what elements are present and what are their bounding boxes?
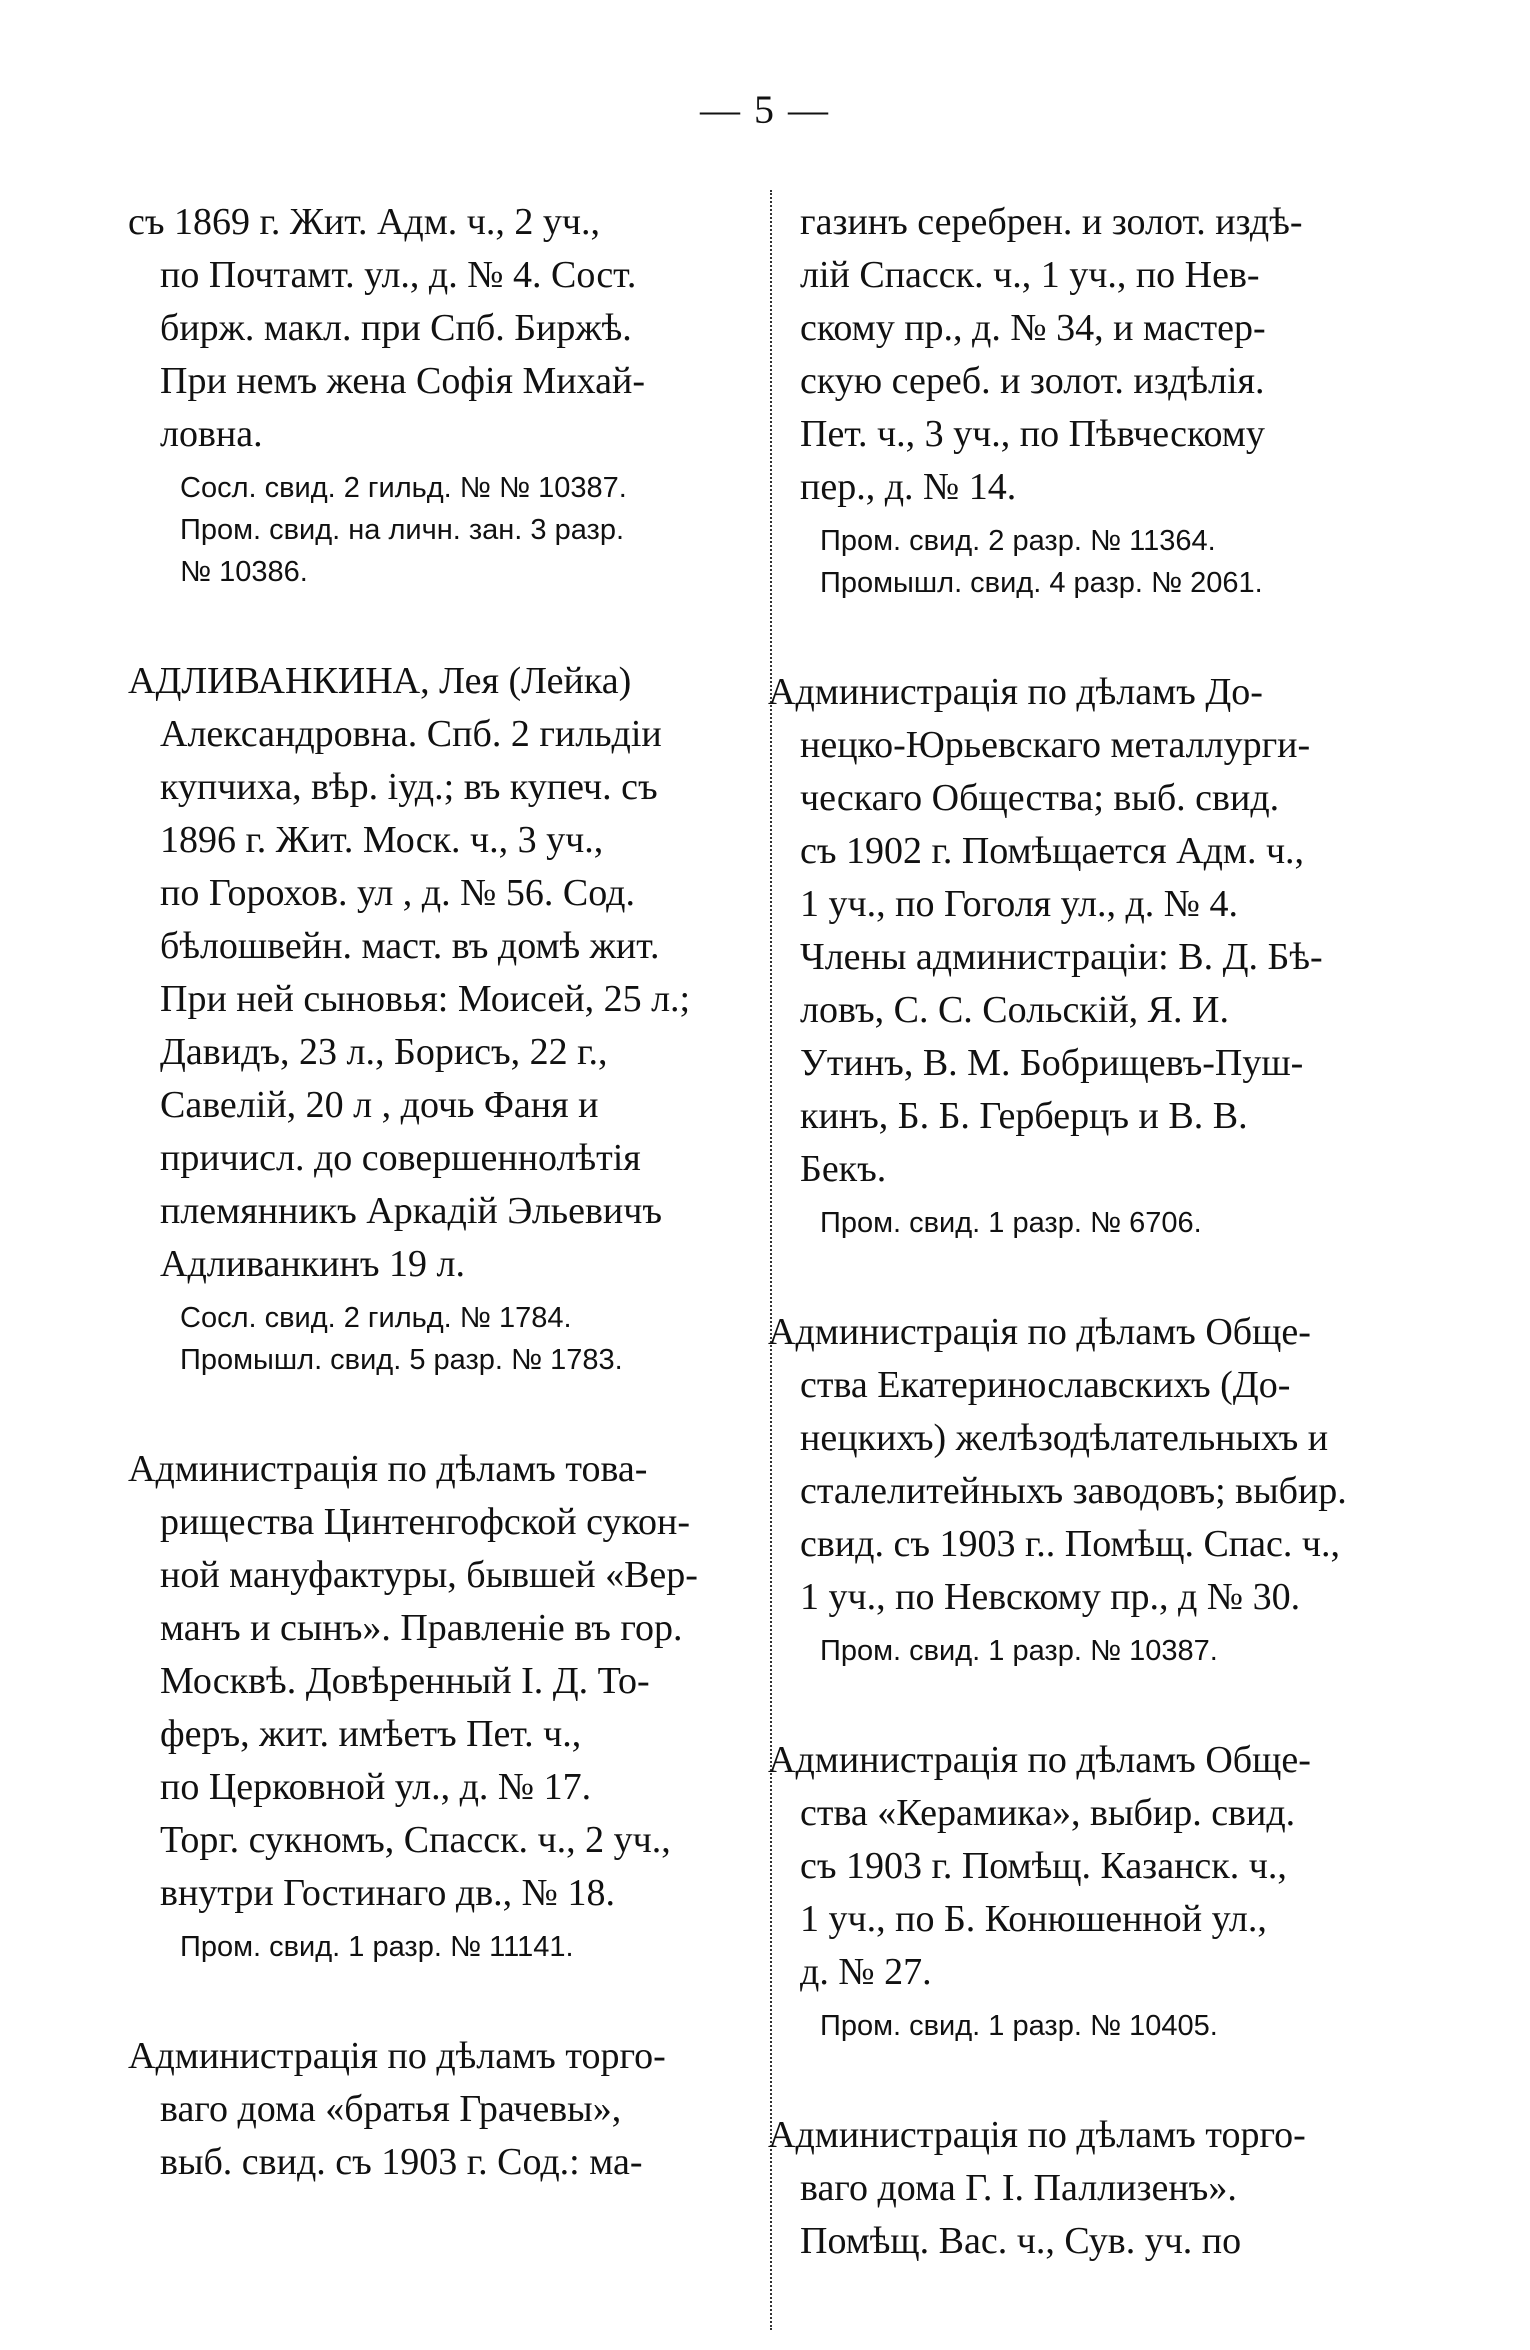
entry-text-line: феръ, жит. имѣетъ Пет. ч., (160, 1713, 582, 1755)
entry-text-line: ваго дома «братья Грачевы», (160, 2088, 622, 2130)
entry-text-line: Савелій, 20 л , дочь Фаня и (160, 1084, 599, 1126)
entry-text-line: нецко-Юрьевскаго металлурги- (800, 724, 1311, 766)
entry-text-line: ловна. (160, 413, 263, 455)
column-divider (770, 190, 772, 2330)
entry-text-line: Пет. ч., 3 уч., по Пѣвческому (800, 413, 1265, 455)
entry-text-line: Помѣщ. Вас. ч., Сув. уч. по (800, 2220, 1242, 2262)
directory-entry (128, 1443, 760, 1968)
entry-text-line: Александровна. Спб. 2 гильдіи (160, 713, 662, 755)
entry-text-line: Торг. сукномъ, Спасск. ч., 2 уч., (160, 1819, 671, 1861)
entry-text-line: по Горохов. ул , д. № 56. Сод. (160, 872, 635, 914)
entry-text-line: Администрація по дѣламъ До- (768, 671, 1263, 713)
entry-certificate-line: Пром. свид. 1 разр. № 10405. (820, 2010, 1218, 2042)
entry-text-line: Москвѣ. Довѣренный І. Д. То- (160, 1660, 650, 1702)
entry-text-line: Администрація по дѣламъ торго- (768, 2114, 1306, 2156)
entry-text-line: лій Спасск. ч., 1 уч., по Нев- (800, 254, 1260, 296)
entry-text-line: д. № 27. (800, 1951, 932, 1993)
entry-text-line: ства Екатеринославскихъ (До- (800, 1364, 1291, 1406)
entry-text-line: нецкихъ) желѣзодѣлательныхъ и (800, 1417, 1329, 1459)
entry-certificate-line: Промышл. свид. 4 разр. № 2061. (820, 567, 1263, 599)
entry-certificate-line: Пром. свид. 1 разр. № 10387. (820, 1635, 1218, 1667)
directory-entry (800, 196, 1420, 604)
entry-certificate-line: Сосл. свид. 2 гильд. № 1784. (180, 1302, 572, 1334)
entry-text-line: Давидъ, 23 л., Борисъ, 22 г., (160, 1031, 608, 1073)
entry-text-line: Администрація по дѣламъ това- (128, 1448, 648, 1490)
entry-text-line: манъ и сынъ». Правленіе въ гор. (160, 1607, 683, 1649)
entry-text-line: ваго дома Г. І. Паллизенъ». (800, 2167, 1237, 2209)
directory-entry (128, 655, 760, 1381)
entry-text-line: купчиха, вѣр. іуд.; въ купеч. съ (160, 766, 658, 808)
entry-text-line: съ 1902 г. Помѣщается Адм. ч., (800, 830, 1305, 872)
entry-text-line: скому пр., д. № 34, и мастер- (800, 307, 1266, 349)
entry-text-line: по Почтамт. ул., д. № 4. Сост. (160, 254, 637, 296)
directory-entry (768, 666, 1420, 1244)
entry-certificate-line: Пром. свид. 1 разр. № 6706. (820, 1207, 1202, 1239)
entry-text-line: Утинъ, В. М. Бобрищевъ-Пуш- (800, 1042, 1304, 1084)
entry-text-line: ства «Керамика», выбир. свид. (800, 1792, 1296, 1834)
entry-text-line: пер., д. № 14. (800, 466, 1017, 508)
entry-text-line: Администрація по дѣламъ Обще- (768, 1739, 1311, 1781)
entry-text-line: бирж. макл. при Спб. Биржѣ. (160, 307, 632, 349)
entry-text-line: племянникъ Аркадій Эльевичъ (160, 1190, 663, 1232)
entry-text-line: внутри Гостинаго дв., № 18. (160, 1872, 615, 1914)
entry-certificate-line: Пром. свид. на личн. зан. 3 разр. (180, 514, 625, 546)
entry-text-line: рищества Цинтенгофской сукон- (160, 1501, 690, 1543)
entry-certificate-line: Пром. свид. 2 разр. № 11364. (820, 525, 1216, 557)
entry-text-line: АДЛИВАНКИНА, Лея (Лейка) (128, 660, 632, 702)
directory-entry (128, 2030, 760, 2189)
directory-entry (768, 2109, 1420, 2268)
entry-text-line: Члены администраціи: В. Д. Бѣ- (800, 936, 1323, 978)
entry-text-line: 1 уч., по Б. Конюшенной ул., (800, 1898, 1267, 1940)
directory-entry (128, 196, 760, 593)
directory-entry (768, 1306, 1420, 1672)
entry-text-line: 1896 г. Жит. Моск. ч., 3 уч., (160, 819, 604, 861)
entry-certificate-line: Пром. свид. 1 разр. № 11141. (180, 1931, 574, 1963)
entry-text-line: газинъ серебрен. и золот. издѣ- (800, 201, 1303, 243)
entry-text-line: сталелитейныхъ заводовъ; выбир. (800, 1470, 1347, 1512)
right-column (768, 196, 1420, 2330)
entry-text-line: съ 1903 г. Помѣщ. Казанск. ч., (800, 1845, 1287, 1887)
entry-text-line: скую сереб. и золот. издѣлія. (800, 360, 1265, 402)
entry-text-line: ной мануфактуры, бывшей «Вер- (160, 1554, 698, 1596)
entry-text-line: При ней сыновья: Моисей, 25 л.; (160, 978, 691, 1020)
left-column (128, 196, 760, 2251)
entry-text-line: причисл. до совершеннолѣтія (160, 1137, 641, 1179)
entry-text-line: 1 уч., по Невскому пр., д № 30. (800, 1576, 1301, 1618)
entry-text-line: Адливанкинъ 19 л. (160, 1243, 465, 1285)
entry-text-line: При немъ жена Софія Михай- (160, 360, 645, 402)
directory-entry (768, 1734, 1420, 2047)
entry-text-line: Бекъ. (800, 1148, 887, 1190)
entry-text-line: ловъ, С. С. Сольскій, Я. И. (800, 989, 1229, 1031)
entry-text-line: Администрація по дѣламъ Обще- (768, 1311, 1311, 1353)
entry-text-line: кинъ, Б. Б. Герберцъ и В. В. (800, 1095, 1248, 1137)
entry-text-line: ческаго Общества; выб. свид. (800, 777, 1280, 819)
entry-certificate-line: Промышл. свид. 5 разр. № 1783. (180, 1344, 623, 1376)
entry-text-line: свид. съ 1903 г.. Помѣщ. Спас. ч., (800, 1523, 1340, 1565)
entry-certificate-line: № 10386. (180, 556, 308, 588)
entry-text-line: 1 уч., по Гоголя ул., д. № 4. (800, 883, 1239, 925)
entry-certificate-line: Сосл. свид. 2 гильд. № № 10387. (180, 472, 627, 504)
entry-text-line: по Церковной ул., д. № 17. (160, 1766, 592, 1808)
page-number: — 5 — (700, 87, 830, 132)
entry-text-line: съ 1869 г. Жит. Адм. ч., 2 уч., (128, 201, 600, 243)
entry-text-line: бѣлошвейн. маст. въ домѣ жит. (160, 925, 660, 967)
entry-text-line: Администрація по дѣламъ торго- (128, 2035, 666, 2077)
entry-text-line: выб. свид. съ 1903 г. Сод.: ма- (160, 2141, 643, 2183)
